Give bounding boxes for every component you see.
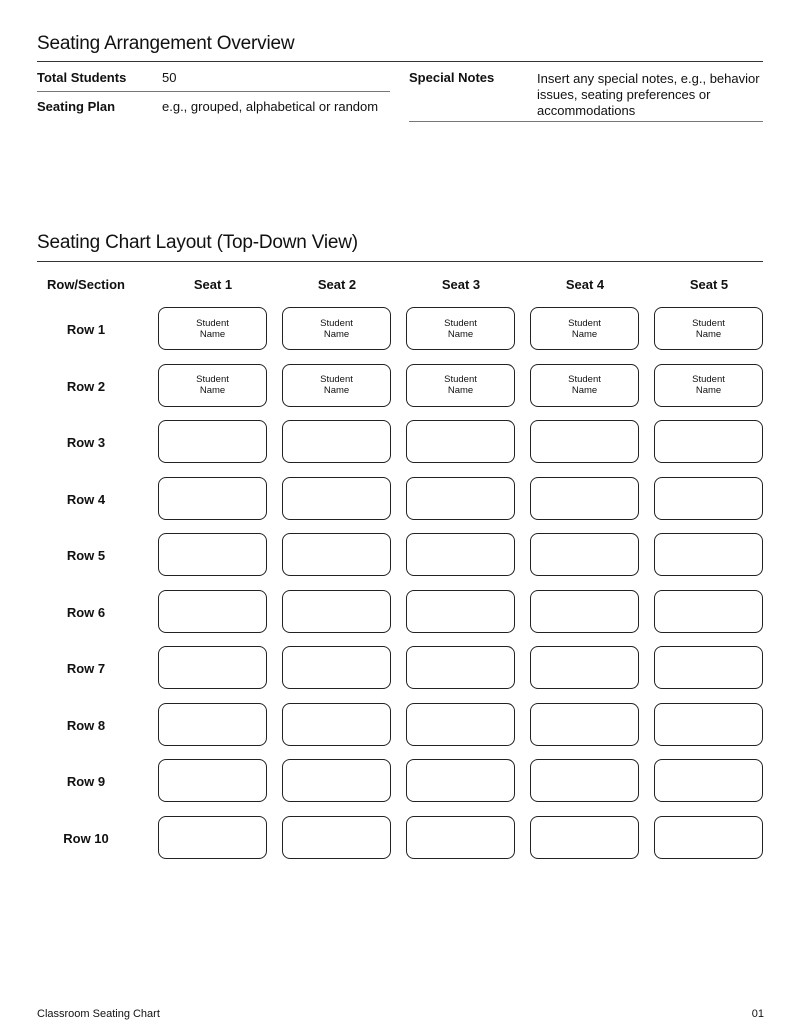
seat-text: Name <box>571 385 598 396</box>
seat-text: Name <box>323 328 350 340</box>
seat-box-r8-s4[interactable] <box>530 703 639 746</box>
seat-box-r4-s5[interactable] <box>654 477 763 520</box>
seat-box-r10-s1[interactable] <box>158 816 267 859</box>
seat-box-r4-s1[interactable] <box>158 477 267 520</box>
row-label-4: Row 4 <box>66 491 106 507</box>
seat-box-r4-s4[interactable] <box>530 477 639 520</box>
special-notes-rule <box>409 121 763 122</box>
seat-box-r3-s2[interactable] <box>282 420 391 463</box>
seat-box-r2-s4[interactable] <box>530 364 639 407</box>
seat-text: Name <box>447 385 474 396</box>
seat-text: Student <box>196 317 229 329</box>
seat-text: Name <box>447 328 474 340</box>
seat-box-r7-s3[interactable] <box>406 646 515 689</box>
seat-box-r1-s4[interactable] <box>530 307 639 350</box>
seat-box-r1-s2[interactable] <box>282 307 391 350</box>
row-label-10: Row 10 <box>63 830 109 846</box>
seat-box-r6-s5[interactable] <box>654 590 763 633</box>
seat-box-r8-s3[interactable] <box>406 703 515 746</box>
row-label-2: Row 2 <box>66 378 106 394</box>
seat-box-r2-s5[interactable] <box>654 364 763 407</box>
overview-divider <box>37 61 763 62</box>
seat-box-r9-s5[interactable] <box>654 759 763 802</box>
seat-box-r7-s4[interactable] <box>530 646 639 689</box>
seat-box-r6-s1[interactable] <box>158 590 267 633</box>
overview-title: Seating Arrangement Overview <box>37 33 295 54</box>
seat-box-r4-s3[interactable] <box>406 477 515 520</box>
seat-text: Name <box>323 385 350 396</box>
seat-box-r1-s5[interactable] <box>654 307 763 350</box>
seat-box-r8-s5[interactable] <box>654 703 763 746</box>
seat-text: Name <box>571 328 598 340</box>
seat-box-r3-s4[interactable] <box>530 420 639 463</box>
seat-box-r10-s4[interactable] <box>530 816 639 859</box>
seat-box-r1-s3[interactable] <box>406 307 515 350</box>
special-notes-value: Insert any special notes, e.g., behavior issues, seating preferences or accommodations <box>537 71 760 118</box>
seat-box-r6-s2[interactable] <box>282 590 391 633</box>
seat-box-r5-s1[interactable] <box>158 533 267 576</box>
seat-box-r3-s5[interactable] <box>654 420 763 463</box>
seat-text: Student <box>692 374 725 385</box>
seat-box-r2-s1[interactable] <box>158 364 267 407</box>
seat-box-r7-s5[interactable] <box>654 646 763 689</box>
seat-text: Student <box>196 374 229 385</box>
seating-plan-label: Seating Plan <box>37 99 116 114</box>
seat-text: Student <box>568 374 601 385</box>
row-label-3: Row 3 <box>66 435 106 450</box>
layout-divider <box>37 261 763 262</box>
seat-header-2: Seat 2 <box>317 277 357 292</box>
seat-text: Student <box>568 317 601 329</box>
special-notes-label: Special Notes <box>409 70 495 85</box>
seat-header-5: Seat 5 <box>689 277 729 292</box>
row-label-7: Row 7 <box>66 661 106 676</box>
seat-box-r2-s3[interactable] <box>406 364 515 407</box>
seat-box-r8-s1[interactable] <box>158 703 267 746</box>
total-students-rule <box>37 91 390 92</box>
seat-box-r3-s1[interactable] <box>158 420 267 463</box>
row-label-9: Row 9 <box>66 774 106 789</box>
seat-text: Student <box>320 317 353 329</box>
seat-text: Student <box>692 317 725 329</box>
seat-text: Student <box>320 374 353 385</box>
layout-title: Seating Chart Layout (Top-Down View) <box>37 232 358 253</box>
seat-box-r5-s3[interactable] <box>406 533 515 576</box>
seat-box-r5-s5[interactable] <box>654 533 763 576</box>
row-label-8: Row 8 <box>66 717 106 733</box>
seat-box-r9-s2[interactable] <box>282 759 391 802</box>
seat-text: Student <box>444 374 477 385</box>
seat-box-r9-s3[interactable] <box>406 759 515 802</box>
seat-box-r5-s4[interactable] <box>530 533 639 576</box>
seat-header-3: Seat 3 <box>441 277 481 292</box>
seat-text: Name <box>695 385 722 396</box>
seat-box-r6-s3[interactable] <box>406 590 515 633</box>
seat-text: Student <box>444 317 477 329</box>
seat-text: Name <box>695 328 722 340</box>
seat-box-r9-s1[interactable] <box>158 759 267 802</box>
seat-box-r10-s5[interactable] <box>654 816 763 859</box>
seat-box-r10-s2[interactable] <box>282 816 391 859</box>
row-label-6: Row 6 <box>66 604 106 620</box>
total-students-value: 50 <box>162 70 177 85</box>
seat-box-r10-s3[interactable] <box>406 816 515 859</box>
seat-box-r5-s2[interactable] <box>282 533 391 576</box>
total-students-label: Total Students <box>37 70 127 85</box>
seat-box-r3-s3[interactable] <box>406 420 515 463</box>
seat-header-4: Seat 4 <box>565 277 605 292</box>
row-label-5: Row 5 <box>66 548 106 563</box>
seat-box-r8-s2[interactable] <box>282 703 391 746</box>
seat-box-r6-s4[interactable] <box>530 590 639 633</box>
seat-box-r4-s2[interactable] <box>282 477 391 520</box>
row-section-header: Row/Section <box>46 277 125 292</box>
seat-box-r1-s1[interactable] <box>158 307 267 350</box>
seat-box-r7-s1[interactable] <box>158 646 267 689</box>
seating-plan-value: e.g., grouped, alphabetical or random <box>162 99 379 114</box>
seat-header-1: Seat 1 <box>193 277 233 292</box>
page-number: 01 <box>751 1008 764 1020</box>
footer-title: Classroom Seating Chart <box>37 1008 160 1020</box>
seat-text: Name <box>199 328 226 340</box>
row-label-1: Row 1 <box>66 322 106 337</box>
seat-text: Name <box>199 385 226 396</box>
seat-box-r9-s4[interactable] <box>530 759 639 802</box>
seat-box-r2-s2[interactable] <box>282 364 391 407</box>
seat-box-r7-s2[interactable] <box>282 646 391 689</box>
